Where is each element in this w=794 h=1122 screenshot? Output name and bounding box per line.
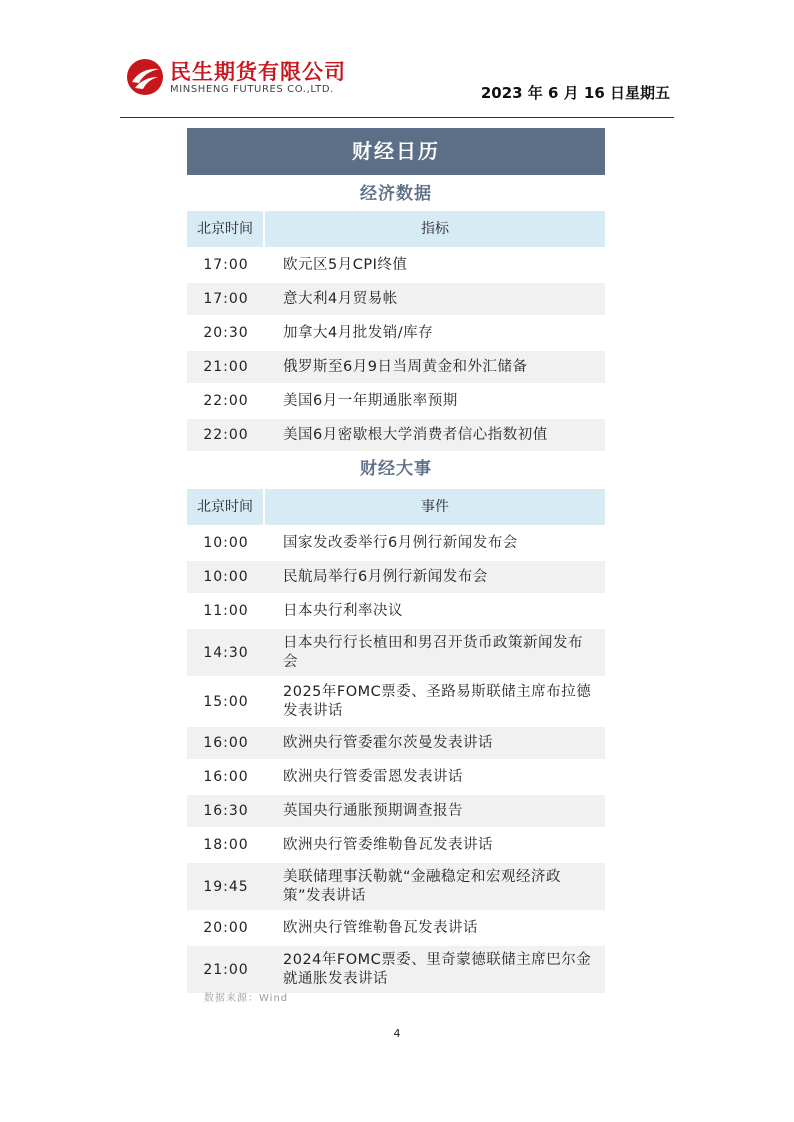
row-time: 17:00 (203, 291, 249, 307)
table-row (187, 761, 605, 793)
page-header (120, 52, 674, 118)
row-text: 英国央行通胀预期调查报告 (283, 802, 463, 819)
row-text: 2025年FOMC票委、圣路易斯联储主席布拉德发表讲话 (283, 683, 592, 719)
row-time: 15:00 (203, 693, 249, 710)
row-text: 民航局举行6月例行新闻发布会 (283, 568, 488, 585)
table-header (187, 211, 605, 247)
row-time: 16:00 (203, 769, 249, 785)
row-time: 20:30 (203, 325, 249, 341)
row-time: 19:45 (203, 878, 249, 895)
table-row (187, 863, 605, 910)
table-row (187, 829, 605, 861)
row-text: 日本央行利率决议 (283, 602, 403, 619)
table-row (187, 527, 605, 559)
table-row (187, 795, 605, 827)
row-text: 俄罗斯至6月9日当周黄金和外汇储备 (283, 358, 528, 375)
row-text: 2024年FOMC票委、里奇蒙德联储主席巴尔金就通胀发表讲话 (283, 951, 592, 987)
row-text: 日本央行行长植田和男召开货币政策新闻发布会 (283, 634, 583, 670)
report-date: 2023 年 6 月 16 日星期五 (480, 84, 670, 102)
table-row (187, 351, 605, 383)
company-name-en: MINSHENG FUTURES CO.,LTD. (170, 84, 334, 95)
table-row (187, 561, 605, 593)
row-time: 10:00 (203, 569, 249, 585)
row-text: 欧洲央行管维勒鲁瓦发表讲话 (283, 919, 478, 936)
financial-events-title: 财经大事 (360, 459, 432, 479)
row-time: 21:00 (203, 961, 249, 978)
row-text: 美联储理事沃勒就“金融稳定和宏观经济政策”发表讲话 (283, 868, 562, 904)
row-text: 意大利4月贸易帐 (283, 290, 398, 307)
row-text: 欧洲央行管委雷恩发表讲话 (283, 768, 463, 785)
column-header-event: 事件 (421, 499, 449, 515)
company-logo (126, 56, 366, 100)
row-text: 加拿大4月批发销/库存 (283, 324, 434, 341)
row-time: 10:00 (203, 535, 249, 551)
row-time: 22:00 (203, 427, 249, 443)
table-row (187, 385, 605, 417)
row-time: 16:00 (203, 735, 249, 751)
economic-data-title: 经济数据 (360, 184, 432, 204)
financial-calendar (187, 128, 605, 993)
minsheng-logo-icon (126, 58, 164, 96)
table-row (187, 419, 605, 451)
table-header (187, 489, 605, 525)
row-text: 美国6月一年期通胀率预期 (283, 392, 458, 409)
column-header-time: 北京时间 (187, 489, 265, 525)
table-row (187, 283, 605, 315)
table-row (187, 249, 605, 281)
row-time: 16:30 (203, 803, 249, 819)
page-number: 4 (393, 1027, 401, 1040)
economic-data-table (187, 211, 605, 451)
table-row (187, 946, 605, 993)
table-row (187, 912, 605, 944)
row-time: 14:30 (203, 644, 249, 661)
financial-events-table (187, 489, 605, 993)
row-text: 欧洲央行管委维勒鲁瓦发表讲话 (283, 836, 493, 853)
column-header-time: 北京时间 (187, 211, 265, 247)
row-time: 17:00 (203, 257, 249, 273)
row-time: 21:00 (203, 359, 249, 375)
row-text: 国家发改委举行6月例行新闻发布会 (283, 534, 518, 551)
data-source-note: 数据来源：Wind (204, 993, 289, 1004)
column-header-indicator: 指标 (421, 221, 449, 237)
row-time: 11:00 (203, 603, 249, 619)
row-time: 20:00 (203, 920, 249, 936)
row-time: 22:00 (203, 393, 249, 409)
table-row (187, 629, 605, 676)
row-time: 18:00 (203, 837, 249, 853)
calendar-title: 财经日历 (187, 128, 605, 175)
company-name-cn: 民生期货有限公司 (170, 60, 346, 84)
table-row (187, 317, 605, 349)
table-row (187, 678, 605, 725)
row-text: 欧洲央行管委霍尔茨曼发表讲话 (283, 734, 493, 751)
table-row (187, 727, 605, 759)
row-text: 美国6月密歇根大学消费者信心指数初值 (283, 426, 548, 443)
row-text: 欧元区5月CPI终值 (283, 256, 408, 273)
table-row (187, 595, 605, 627)
